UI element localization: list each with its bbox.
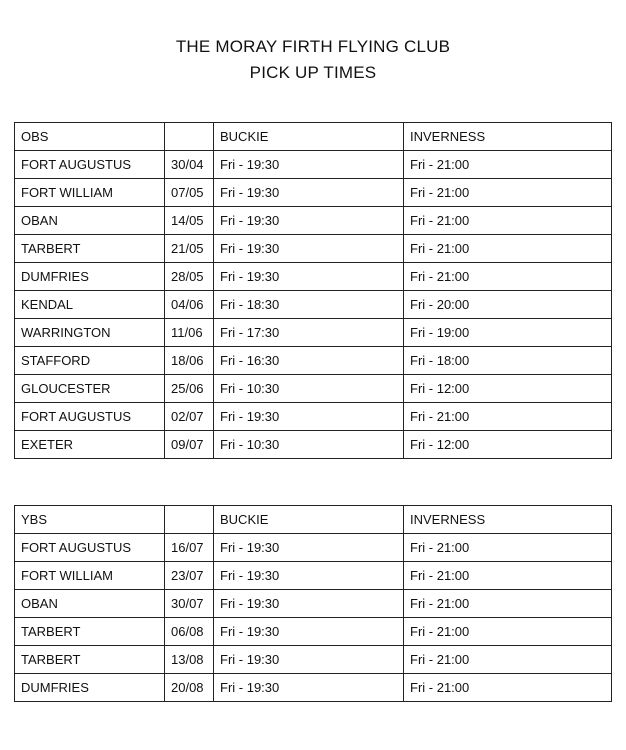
cell-date: 09/07 bbox=[165, 431, 214, 459]
cell-inverness-time: Fri - 21:00 bbox=[404, 646, 612, 674]
document-subtitle: PICK UP TIMES bbox=[249, 63, 377, 82]
column-header-buckie-time: BUCKIE bbox=[214, 506, 404, 534]
cell-inverness-time: Fri - 21:00 bbox=[404, 263, 612, 291]
cell-inverness-time: Fri - 21:00 bbox=[404, 235, 612, 263]
cell-location: FORT AUGUSTUS bbox=[15, 403, 165, 431]
cell-buckie-time: Fri - 19:30 bbox=[214, 263, 404, 291]
cell-inverness-time: Fri - 19:00 bbox=[404, 319, 612, 347]
document-title: THE MORAY FIRTH FLYING CLUB bbox=[175, 37, 451, 56]
cell-inverness-time: Fri - 20:00 bbox=[404, 291, 612, 319]
table-row bbox=[15, 590, 612, 618]
column-header-inverness-time: INVERNESS bbox=[404, 123, 612, 151]
cell-buckie-time: Fri - 19:30 bbox=[214, 534, 404, 562]
cell-buckie-time: Fri - 18:30 bbox=[214, 291, 404, 319]
cell-date: 04/06 bbox=[165, 291, 214, 319]
table-row bbox=[15, 674, 612, 702]
cell-date: 06/08 bbox=[165, 618, 214, 646]
cell-date: 13/08 bbox=[165, 646, 214, 674]
table-row bbox=[15, 291, 612, 319]
cell-date: 18/06 bbox=[165, 347, 214, 375]
cell-date: 30/07 bbox=[165, 590, 214, 618]
cell-buckie-time: Fri - 10:30 bbox=[214, 375, 404, 403]
cell-buckie-time: Fri - 10:30 bbox=[214, 431, 404, 459]
column-header-date bbox=[165, 123, 214, 151]
cell-date: 25/06 bbox=[165, 375, 214, 403]
cell-location: GLOUCESTER bbox=[15, 375, 165, 403]
table-row bbox=[15, 207, 612, 235]
cell-date: 14/05 bbox=[165, 207, 214, 235]
cell-date: 20/08 bbox=[165, 674, 214, 702]
cell-location: OBAN bbox=[15, 207, 165, 235]
table-row bbox=[15, 375, 612, 403]
table-header-row bbox=[15, 123, 612, 151]
table-row bbox=[15, 403, 612, 431]
cell-location: FORT WILLIAM bbox=[15, 179, 165, 207]
cell-location: KENDAL bbox=[15, 291, 165, 319]
cell-buckie-time: Fri - 19:30 bbox=[214, 179, 404, 207]
cell-location: STAFFORD bbox=[15, 347, 165, 375]
cell-buckie-time: Fri - 16:30 bbox=[214, 347, 404, 375]
cell-buckie-time: Fri - 19:30 bbox=[214, 674, 404, 702]
cell-location: DUMFRIES bbox=[15, 263, 165, 291]
cell-date: 16/07 bbox=[165, 534, 214, 562]
cell-date: 11/06 bbox=[165, 319, 214, 347]
cell-buckie-time: Fri - 19:30 bbox=[214, 590, 404, 618]
cell-inverness-time: Fri - 21:00 bbox=[404, 590, 612, 618]
cell-inverness-time: Fri - 12:00 bbox=[404, 375, 612, 403]
obs-schedule-table bbox=[14, 122, 612, 459]
column-header-location: OBS bbox=[15, 123, 165, 151]
cell-buckie-time: Fri - 17:30 bbox=[214, 319, 404, 347]
ybs-schedule-table bbox=[14, 505, 612, 702]
cell-inverness-time: Fri - 21:00 bbox=[404, 674, 612, 702]
cell-inverness-time: Fri - 21:00 bbox=[404, 207, 612, 235]
cell-location: FORT AUGUSTUS bbox=[15, 534, 165, 562]
cell-location: TARBERT bbox=[15, 646, 165, 674]
column-header-buckie-time: BUCKIE bbox=[214, 123, 404, 151]
column-header-inverness-time: INVERNESS bbox=[404, 506, 612, 534]
cell-location: EXETER bbox=[15, 431, 165, 459]
column-header-date bbox=[165, 506, 214, 534]
cell-inverness-time: Fri - 18:00 bbox=[404, 347, 612, 375]
cell-location: TARBERT bbox=[15, 235, 165, 263]
cell-inverness-time: Fri - 21:00 bbox=[404, 618, 612, 646]
table-row bbox=[15, 347, 612, 375]
cell-buckie-time: Fri - 19:30 bbox=[214, 403, 404, 431]
cell-inverness-time: Fri - 21:00 bbox=[404, 534, 612, 562]
cell-date: 30/04 bbox=[165, 151, 214, 179]
cell-buckie-time: Fri - 19:30 bbox=[214, 207, 404, 235]
table-row bbox=[15, 618, 612, 646]
cell-inverness-time: Fri - 12:00 bbox=[404, 431, 612, 459]
cell-buckie-time: Fri - 19:30 bbox=[214, 151, 404, 179]
cell-buckie-time: Fri - 19:30 bbox=[214, 562, 404, 590]
table-row bbox=[15, 263, 612, 291]
table-row bbox=[15, 319, 612, 347]
cell-location: TARBERT bbox=[15, 618, 165, 646]
cell-date: 07/05 bbox=[165, 179, 214, 207]
table-row bbox=[15, 646, 612, 674]
cell-inverness-time: Fri - 21:00 bbox=[404, 562, 612, 590]
cell-inverness-time: Fri - 21:00 bbox=[404, 403, 612, 431]
cell-date: 21/05 bbox=[165, 235, 214, 263]
table-row bbox=[15, 235, 612, 263]
table-row bbox=[15, 179, 612, 207]
cell-buckie-time: Fri - 19:30 bbox=[214, 618, 404, 646]
table-row bbox=[15, 562, 612, 590]
cell-buckie-time: Fri - 19:30 bbox=[214, 646, 404, 674]
cell-date: 28/05 bbox=[165, 263, 214, 291]
cell-buckie-time: Fri - 19:30 bbox=[214, 235, 404, 263]
table-header-row bbox=[15, 506, 612, 534]
table-row bbox=[15, 151, 612, 179]
cell-inverness-time: Fri - 21:00 bbox=[404, 151, 612, 179]
cell-date: 23/07 bbox=[165, 562, 214, 590]
cell-date: 02/07 bbox=[165, 403, 214, 431]
cell-location: DUMFRIES bbox=[15, 674, 165, 702]
cell-location: FORT WILLIAM bbox=[15, 562, 165, 590]
column-header-location: YBS bbox=[15, 506, 165, 534]
cell-location: WARRINGTON bbox=[15, 319, 165, 347]
cell-location: FORT AUGUSTUS bbox=[15, 151, 165, 179]
table-row bbox=[15, 534, 612, 562]
table-row bbox=[15, 431, 612, 459]
cell-inverness-time: Fri - 21:00 bbox=[404, 179, 612, 207]
cell-location: OBAN bbox=[15, 590, 165, 618]
